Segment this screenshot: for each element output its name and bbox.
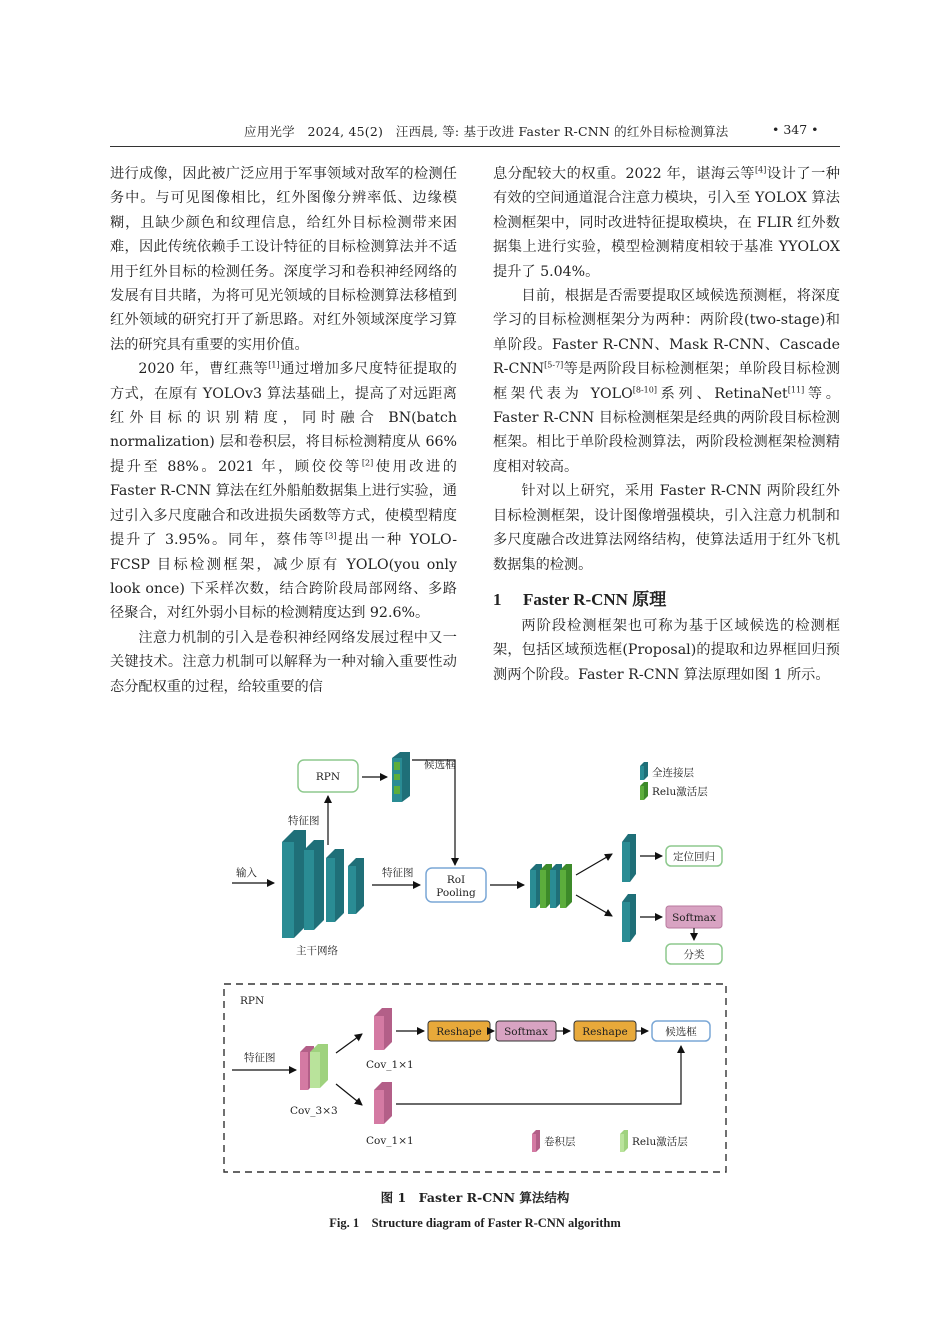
paragraph: 针对以上研究，采用 Faster R-CNN 两阶段红外目标检测框架，设计图像增强模块，引入注意力机制和多尺度融合改进算法网络结构，使算法适用于红外飞机数据集的检测。	[493, 483, 840, 573]
legend-conv-label: 卷积层	[544, 1136, 576, 1148]
text: 息分配较大的权重。2022 年，谌海云等	[493, 166, 756, 182]
classification-label: 分类	[683, 949, 705, 961]
citation[interactable]: [8-10]	[632, 384, 657, 394]
candidate-box-label: 候选框	[424, 759, 456, 771]
citation[interactable]: [2]	[361, 458, 374, 468]
backbone-label: 主干网络	[296, 945, 338, 957]
section-number: 1	[493, 589, 502, 609]
rpn-label: RPN	[315, 771, 341, 783]
text: 系列、RetinaNet	[656, 385, 788, 402]
cov11-top-label: Cov_1×1	[366, 1059, 414, 1071]
citation[interactable]: [11]	[787, 384, 805, 394]
legend-relu-label-2: Relu激活层	[632, 1136, 688, 1148]
text: 使用改进的 Faster R-CNN 算法在红外船舶数据集上进行实验，通过引入多尺度融合和改进损失函数等方式，使模型精度提升了 3.95%。同年，蔡伟等	[110, 458, 457, 549]
text: 等。Faster R-CNN 目标检测框架是经典的两阶段目标检测框架。相比于单阶段检测算法，两阶段检测框架检测精度相对较高。	[493, 385, 840, 475]
fc-stack	[530, 864, 572, 908]
header-rule	[110, 146, 840, 147]
text: 提出一种 YOLO-FCSP 目标检测框架，减少原有 YOLO(you only look once) 下采样次数，结合跨阶段局部网络、多路径聚合，对红外弱小目标的检测精度达到 92.6%。	[110, 532, 457, 622]
softmax-label: Softmax	[672, 912, 716, 924]
section-title: Faster R-CNN 原理	[523, 589, 667, 609]
cov11-bottom-block	[374, 1082, 392, 1124]
fc-upper	[622, 834, 636, 882]
rpn-feature-map-label: 特征图	[244, 1052, 276, 1064]
cov11-bottom-label: Cov_1×1	[366, 1135, 414, 1147]
cov33-label: Cov_3×3	[290, 1105, 338, 1117]
paragraph	[110, 357, 457, 625]
journal-info: 应用光学 2024, 45(2) 汪西晨, 等: 基于改进 Faster R-CNN 的红外目标检测算法	[244, 124, 729, 139]
text: 通过增加多尺度特征提取的方式，在原有 YOLOv3 算法基础上，提高了对远距离红外目标的识别精度，同时融合 BN(batch normalization) 层和卷积层，将目标检测精度从 66% 提升至 88%。2021 年，顾佼佼等	[110, 361, 457, 475]
citation[interactable]: [4]	[755, 165, 767, 175]
paragraph: 两阶段检测框架也可称为基于区域候选的检测框架，包括区域预选框(Proposal)的提取和边界框回归预测两个阶段。Faster R-CNN 算法原理如图 1 所示。	[493, 617, 840, 683]
cov33-block	[300, 1044, 328, 1090]
cov11-top-block	[374, 1008, 392, 1050]
backbone-blocks	[282, 830, 364, 938]
citation[interactable]: [1]	[268, 360, 280, 370]
candidate-block	[392, 752, 410, 802]
text: 2020 年，曹红燕等	[138, 361, 269, 378]
text: 等是两阶段目标检测框架；单阶段目标检测框架代表为 YOLO	[493, 361, 840, 402]
rpn-candidate-label: 候选框	[665, 1026, 697, 1038]
reshape1-label: Reshape	[436, 1026, 482, 1038]
figure-faster-rcnn	[222, 750, 732, 1180]
figure-caption-en: Fig. 1 Structure diagram of Faster R-CNN algorithm	[329, 1216, 621, 1230]
right-column	[493, 162, 840, 687]
roi-label-2: Pooling	[436, 887, 476, 899]
feature-map-up-label: 特征图	[288, 815, 320, 827]
input-label: 输入	[236, 867, 257, 879]
paragraph: 注意力机制的引入是卷积神经网络发展过程中又一关键技术。注意力机制可以解释为一种对输入重要性动态分配权重的过程，给较重要的信	[110, 629, 457, 695]
reshape2-label: Reshape	[582, 1026, 628, 1038]
page-number: • 347 •	[772, 122, 819, 137]
legend-relu-label: Relu激活层	[652, 786, 708, 798]
legend-top	[640, 762, 648, 800]
roi-label-1: RoI	[446, 874, 466, 886]
left-column	[110, 162, 457, 699]
paragraph: 进行成像，因此被广泛应用于军事领域对敌军的检测任务中。与可见图像相比，红外图像分辨率低、边缘模糊，且缺少颜色和纹理信息，给红外目标检测带来困难，因此传统依赖手工设计特征的目标检测算法并不适用于红外目标的检测任务。深度学习和卷积神经网络的发展有目共睹，为将可见光领域的目标检测算法移植到红外领域的研究打开了新思路。对红外领域深度学习算法的研究具有重要的实用价值。	[110, 166, 457, 353]
legend-fc-label: 全连接层	[652, 767, 694, 779]
paragraph	[493, 284, 840, 479]
fc-lower	[622, 894, 636, 942]
citation[interactable]: [5-7]	[544, 360, 564, 370]
paragraph	[493, 162, 840, 284]
text: 设计了一种有效的空间通道混合注意力模块，引入至 YOLOX 算法检测框架中，同时改进特征提取模块，在 FLIR 红外数据集上进行实验，模型检测精度相较于基准 YYOLOX 提升了 5.04%。	[493, 166, 840, 280]
page-header	[0, 122, 950, 142]
diagram	[222, 750, 732, 1180]
rpn-softmax-label: Softmax	[504, 1026, 548, 1038]
citation[interactable]: [3]	[325, 531, 337, 541]
section-heading	[493, 587, 840, 613]
feature-map-right-label: 特征图	[382, 867, 414, 879]
rpn-detail-title: RPN	[240, 995, 265, 1007]
figure-caption-zh: 图 1 Faster R-CNN 算法结构	[380, 1190, 570, 1205]
bbox-regression-label: 定位回归	[673, 851, 715, 863]
text: 目前，根据是否需要提取区域候选预测框，将深度学习的目标检测框架分为两种：两阶段(two-stage)和单阶段。Faster R-CNN、Mask R-CNN、Cascade R-CNN	[493, 288, 840, 378]
